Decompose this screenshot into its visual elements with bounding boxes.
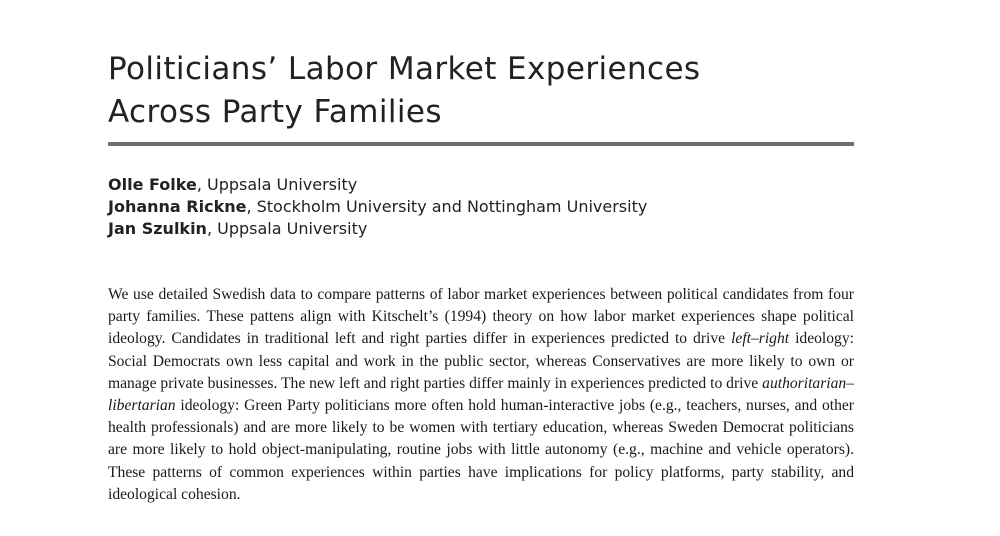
abstract-text: ideology: Social Democrats own less capital and work in the public sector, whereas Conservatives are more likely to own or manage private businesses. The new left and right parties differ mainly in experiences predicted to drive <box>108 330 854 392</box>
abstract-paragraph <box>108 284 854 506</box>
author-affiliation: , Stockholm University and Nottingham University <box>246 197 648 216</box>
author-entry <box>108 196 647 218</box>
abstract-emphasis: left–right <box>731 330 790 348</box>
title-line: Across Party Families <box>108 94 442 130</box>
author-name: Johanna Rickne <box>108 197 247 216</box>
title-divider <box>108 142 854 146</box>
author-name: Olle Folke <box>108 175 197 194</box>
paper-title <box>108 48 700 134</box>
author-affiliation: , Uppsala University <box>206 219 368 238</box>
author-affiliation: , Uppsala University <box>196 175 358 194</box>
author-list <box>108 174 647 240</box>
paper-page <box>108 0 854 536</box>
author-name: Jan Szulkin <box>108 219 207 238</box>
title-line: Politicians’ Labor Market Experiences <box>108 51 701 87</box>
abstract-text: ideology: Green Party politicians more often hold human-interactive jobs (e.g., teachers, nurses, and other health professionals) and are more likely to be women with tertiary education, whereas Sweden Democrat politicians are more likely to hold object-manipulating, routine jobs with little autonomy (e.g., machine and vehicle operators). These patterns of common experiences within parties have implications for policy platforms, party stability, and ideological cohesion. <box>108 397 854 503</box>
abstract-text: We use detailed Swedish data to compare patterns of labor market experiences between political candidates from four party families. These pattens align with Kitschelt’s (1994) theory on how labor market experiences shape political ideology. Candidates in traditional left and right parties differ in experiences predicted to drive <box>108 286 854 348</box>
author-entry <box>108 218 647 240</box>
abstract-emphasis: authoritarian–libertarian <box>108 374 854 415</box>
author-entry <box>108 174 647 196</box>
